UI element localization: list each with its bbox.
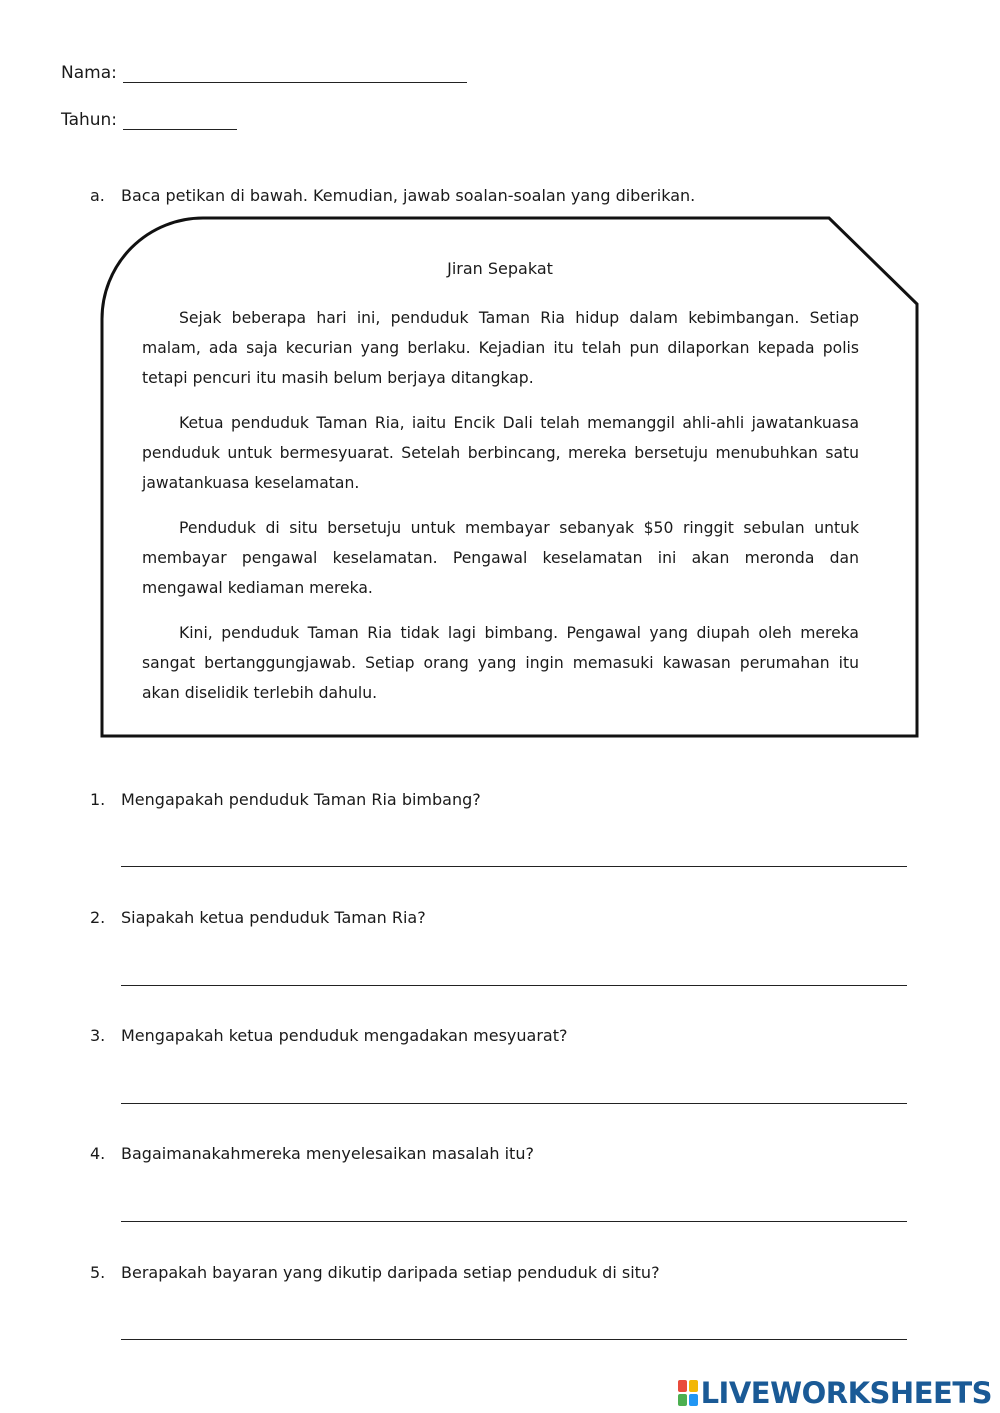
logo-square [689, 1394, 698, 1406]
instruction-text: Baca petikan di bawah. Kemudian, jawab soalan-soalan yang diberikan. [121, 186, 696, 205]
answer-line-1[interactable] [121, 866, 907, 867]
logo-square [689, 1380, 698, 1392]
question-number: 5. [90, 1263, 106, 1282]
answer-line-5[interactable] [121, 1339, 907, 1340]
year-label: Tahun: [61, 110, 118, 130]
question-text: Bagaimanakahmereka menyelesaikan masalah itu? [121, 1144, 534, 1163]
question-4 [90, 1144, 534, 1163]
logo-square [678, 1380, 687, 1392]
question-5 [90, 1263, 660, 1282]
question-number: 4. [90, 1144, 106, 1163]
passage-paragraph: Kini, penduduk Taman Ria tidak lagi bimbang. Pengawal yang diupah oleh mereka sangat bertanggungjawab. Setiap orang yang ingin memasuki kawasan perumahan itu akan diselidik terlebih dahulu. [142, 624, 859, 702]
question-1 [90, 790, 481, 809]
instruction-letter: a. [90, 186, 105, 205]
passage-body [142, 303, 859, 723]
answer-line-2[interactable] [121, 985, 907, 986]
question-number: 3. [90, 1026, 106, 1045]
question-text: Siapakah ketua penduduk Taman Ria? [121, 908, 426, 927]
question-number: 1. [90, 790, 106, 809]
question-text: Berapakah bayaran yang dikutip daripada setiap penduduk di situ? [121, 1263, 660, 1282]
question-2 [90, 908, 426, 927]
answer-line-4[interactable] [121, 1221, 907, 1222]
liveworksheets-logo-icon [678, 1380, 698, 1406]
question-text: Mengapakah penduduk Taman Ria bimbang? [121, 790, 481, 809]
liveworksheets-brand [678, 1376, 992, 1410]
question-3 [90, 1026, 568, 1045]
passage-paragraph: Ketua penduduk Taman Ria, iaitu Encik Dali telah memanggil ahli-ahli jawatankuasa penduduk untuk bermesyuarat. Setelah berbincang, mereka bersetuju menubuhkan satu jawatankuasa keselamatan. [142, 414, 859, 492]
passage-title: Jiran Sepakat [447, 259, 553, 278]
logo-square [678, 1394, 687, 1406]
question-number: 2. [90, 908, 106, 927]
name-label: Nama: [61, 63, 117, 83]
question-text: Mengapakah ketua penduduk mengadakan mesyuarat? [121, 1026, 568, 1045]
passage-paragraph: Penduduk di situ bersetuju untuk membayar sebanyak $50 ringgit sebulan untuk membayar pengawal keselamatan. Pengawal keselamatan ini akan meronda dan mengawal kediaman mereka. [142, 519, 859, 597]
answer-line-3[interactable] [121, 1103, 907, 1104]
passage-paragraph: Sejak beberapa hari ini, penduduk Taman Ria hidup dalam kebimbangan. Setiap malam, ada saja kecurian yang berlaku. Kejadian itu telah pun dilaporkan kepada polis tetapi pencuri itu masih belum berjaya ditangkap. [142, 309, 859, 387]
brand-text: LIVEWORKSHEETS [700, 1376, 992, 1410]
